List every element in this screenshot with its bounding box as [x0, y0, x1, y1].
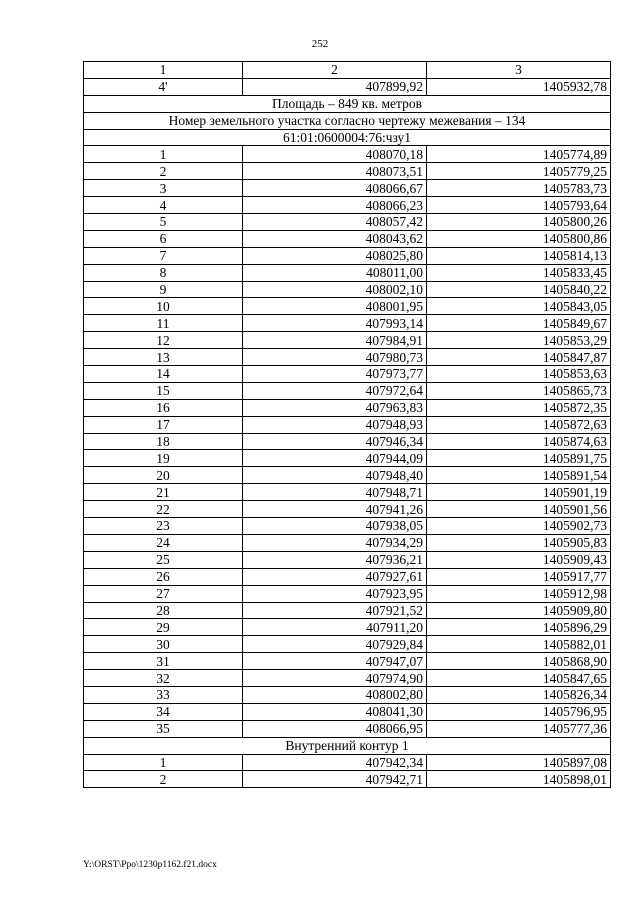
y-coordinate-cell: 1405912,98	[427, 585, 611, 602]
y-coordinate-cell: 1405853,63	[427, 366, 611, 383]
table-row	[84, 230, 611, 247]
x-coordinate-cell: 407911,20	[243, 619, 427, 636]
table-row	[84, 399, 611, 416]
point-number-cell: 16	[84, 399, 243, 416]
y-coordinate-cell: 1405800,86	[427, 230, 611, 247]
inner-contour-row	[84, 737, 611, 754]
x-coordinate-cell: 407936,21	[243, 551, 427, 568]
x-coordinate-cell: 408070,18	[243, 146, 427, 163]
point-number-cell: 9	[84, 281, 243, 298]
table-row	[84, 771, 611, 788]
x-coordinate-cell: 407974,90	[243, 670, 427, 687]
x-coordinate-cell: 408041,30	[243, 703, 427, 720]
point-number-cell: 22	[84, 501, 243, 518]
table-row	[84, 686, 611, 703]
x-coordinate-cell: 407921,52	[243, 602, 427, 619]
table-row	[84, 551, 611, 568]
y-coordinate-cell: 1405779,25	[427, 163, 611, 180]
table-row	[84, 619, 611, 636]
table-row	[84, 518, 611, 535]
page-number: 252	[311, 38, 329, 50]
y-coordinate-cell: 1405872,63	[427, 416, 611, 433]
point-number-cell: 35	[84, 720, 243, 737]
point-number-cell: 6	[84, 230, 243, 247]
cadastral-number-label: 61:01:0600004:76:чзу1	[84, 129, 611, 146]
x-coordinate-cell: 407948,71	[243, 484, 427, 501]
y-coordinate-cell: 1405932,78	[427, 78, 611, 95]
x-coordinate-cell: 407923,95	[243, 585, 427, 602]
x-coordinate-cell: 407963,83	[243, 399, 427, 416]
point-number-cell: 24	[84, 534, 243, 551]
parcel-number-label: Номер земельного участка согласно чертежу межевания – 134	[84, 112, 611, 129]
table-header-row	[84, 62, 611, 79]
point-number-cell: 12	[84, 332, 243, 349]
table-row	[84, 146, 611, 163]
table-row	[84, 197, 611, 214]
table-row	[84, 585, 611, 602]
table-row	[84, 416, 611, 433]
y-coordinate-cell: 1405891,75	[427, 450, 611, 467]
header-cell: 3	[427, 62, 611, 79]
table-row	[84, 501, 611, 518]
y-coordinate-cell: 1405872,35	[427, 399, 611, 416]
x-coordinate-cell: 407946,34	[243, 433, 427, 450]
table-row	[84, 315, 611, 332]
x-coordinate-cell: 408057,42	[243, 214, 427, 231]
y-coordinate-cell: 1405898,01	[427, 771, 611, 788]
y-coordinate-cell: 1405901,56	[427, 501, 611, 518]
table-row	[84, 214, 611, 231]
y-coordinate-cell: 1405847,87	[427, 349, 611, 366]
x-coordinate-cell: 407934,29	[243, 534, 427, 551]
y-coordinate-cell: 1405800,26	[427, 214, 611, 231]
point-number-cell: 4	[84, 197, 243, 214]
x-coordinate-cell: 407941,26	[243, 501, 427, 518]
inner-contour-label: Внутренний контур 1	[84, 737, 611, 754]
table-row	[84, 332, 611, 349]
x-coordinate-cell: 408011,00	[243, 264, 427, 281]
table-row	[84, 281, 611, 298]
table-row	[84, 450, 611, 467]
point-number-cell: 32	[84, 670, 243, 687]
x-coordinate-cell: 408025,80	[243, 247, 427, 264]
table-row	[84, 349, 611, 366]
point-number-cell: 23	[84, 518, 243, 535]
x-coordinate-cell: 407947,07	[243, 653, 427, 670]
point-number-cell: 18	[84, 433, 243, 450]
point-number-cell: 14	[84, 366, 243, 383]
table-row	[84, 653, 611, 670]
point-number-cell: 8	[84, 264, 243, 281]
table-row	[84, 180, 611, 197]
point-number-cell: 25	[84, 551, 243, 568]
table-row	[84, 703, 611, 720]
table-row	[84, 534, 611, 551]
y-coordinate-cell: 1405796,95	[427, 703, 611, 720]
table-row	[84, 247, 611, 264]
table-row	[84, 163, 611, 180]
point-number-cell: 30	[84, 636, 243, 653]
y-coordinate-cell: 1405917,77	[427, 568, 611, 585]
point-number-cell: 19	[84, 450, 243, 467]
header-cell: 1	[84, 62, 243, 79]
x-coordinate-cell: 407948,40	[243, 467, 427, 484]
point-number-cell: 17	[84, 416, 243, 433]
table-row	[84, 78, 611, 95]
y-coordinate-cell: 1405774,89	[427, 146, 611, 163]
y-coordinate-cell: 1405868,90	[427, 653, 611, 670]
y-coordinate-cell: 1405905,83	[427, 534, 611, 551]
coordinates-table	[83, 61, 611, 788]
table-row	[84, 670, 611, 687]
table-row	[84, 568, 611, 585]
y-coordinate-cell: 1405902,73	[427, 518, 611, 535]
table-row	[84, 433, 611, 450]
x-coordinate-cell: 408066,67	[243, 180, 427, 197]
x-coordinate-cell: 407927,61	[243, 568, 427, 585]
point-number-cell: 1	[84, 146, 243, 163]
y-coordinate-cell: 1405891,54	[427, 467, 611, 484]
point-number-cell: 5	[84, 214, 243, 231]
table-row	[84, 636, 611, 653]
point-number-cell: 21	[84, 484, 243, 501]
x-coordinate-cell: 407942,34	[243, 754, 427, 771]
table-row	[84, 484, 611, 501]
table-row	[84, 264, 611, 281]
y-coordinate-cell: 1405849,67	[427, 315, 611, 332]
point-number-cell: 2	[84, 163, 243, 180]
point-number-cell: 20	[84, 467, 243, 484]
point-number-cell: 29	[84, 619, 243, 636]
y-coordinate-cell: 1405783,73	[427, 180, 611, 197]
y-coordinate-cell: 1405874,63	[427, 433, 611, 450]
table-row	[84, 754, 611, 771]
parcel-row	[84, 112, 611, 129]
footer-file-path: Y:\ORST\Ppo\1230p1162.f21.docx	[83, 860, 217, 870]
y-coordinate-cell: 1405865,73	[427, 382, 611, 399]
x-coordinate-cell: 407944,09	[243, 450, 427, 467]
point-number-cell: 3	[84, 180, 243, 197]
x-coordinate-cell: 408043,62	[243, 230, 427, 247]
y-coordinate-cell: 1405814,13	[427, 247, 611, 264]
x-coordinate-cell: 407993,14	[243, 315, 427, 332]
x-coordinate-cell: 407899,92	[243, 78, 427, 95]
x-coordinate-cell: 408066,95	[243, 720, 427, 737]
point-number-cell: 33	[84, 686, 243, 703]
y-coordinate-cell: 1405853,29	[427, 332, 611, 349]
x-coordinate-cell: 407948,93	[243, 416, 427, 433]
area-label: Площадь – 849 кв. метров	[84, 95, 611, 112]
y-coordinate-cell: 1405777,36	[427, 720, 611, 737]
point-number-cell: 13	[84, 349, 243, 366]
y-coordinate-cell: 1405882,01	[427, 636, 611, 653]
point-number-cell: 28	[84, 602, 243, 619]
table-row	[84, 298, 611, 315]
table-row	[84, 467, 611, 484]
y-coordinate-cell: 1405826,34	[427, 686, 611, 703]
x-coordinate-cell: 407984,91	[243, 332, 427, 349]
point-number-cell: 15	[84, 382, 243, 399]
x-coordinate-cell: 408002,10	[243, 281, 427, 298]
point-number-cell: 2	[84, 771, 243, 788]
x-coordinate-cell: 408001,95	[243, 298, 427, 315]
point-number-cell: 4'	[84, 78, 243, 95]
x-coordinate-cell: 407929,84	[243, 636, 427, 653]
y-coordinate-cell: 1405901,19	[427, 484, 611, 501]
point-number-cell: 31	[84, 653, 243, 670]
y-coordinate-cell: 1405793,64	[427, 197, 611, 214]
y-coordinate-cell: 1405840,22	[427, 281, 611, 298]
y-coordinate-cell: 1405843,05	[427, 298, 611, 315]
y-coordinate-cell: 1405847,65	[427, 670, 611, 687]
area-row	[84, 95, 611, 112]
y-coordinate-cell: 1405896,29	[427, 619, 611, 636]
x-coordinate-cell: 408073,51	[243, 163, 427, 180]
x-coordinate-cell: 407973,77	[243, 366, 427, 383]
y-coordinate-cell: 1405897,08	[427, 754, 611, 771]
x-coordinate-cell: 407980,73	[243, 349, 427, 366]
point-number-cell: 26	[84, 568, 243, 585]
point-number-cell: 1	[84, 754, 243, 771]
y-coordinate-cell: 1405833,45	[427, 264, 611, 281]
table-row	[84, 602, 611, 619]
table-row	[84, 720, 611, 737]
x-coordinate-cell: 408002,80	[243, 686, 427, 703]
x-coordinate-cell: 407972,64	[243, 382, 427, 399]
table-row	[84, 366, 611, 383]
x-coordinate-cell: 407938,05	[243, 518, 427, 535]
header-cell: 2	[243, 62, 427, 79]
point-number-cell: 34	[84, 703, 243, 720]
point-number-cell: 7	[84, 247, 243, 264]
cadastral-row	[84, 129, 611, 146]
x-coordinate-cell: 407942,71	[243, 771, 427, 788]
point-number-cell: 27	[84, 585, 243, 602]
y-coordinate-cell: 1405909,43	[427, 551, 611, 568]
point-number-cell: 10	[84, 298, 243, 315]
x-coordinate-cell: 408066,23	[243, 197, 427, 214]
table-row	[84, 382, 611, 399]
y-coordinate-cell: 1405909,80	[427, 602, 611, 619]
point-number-cell: 11	[84, 315, 243, 332]
